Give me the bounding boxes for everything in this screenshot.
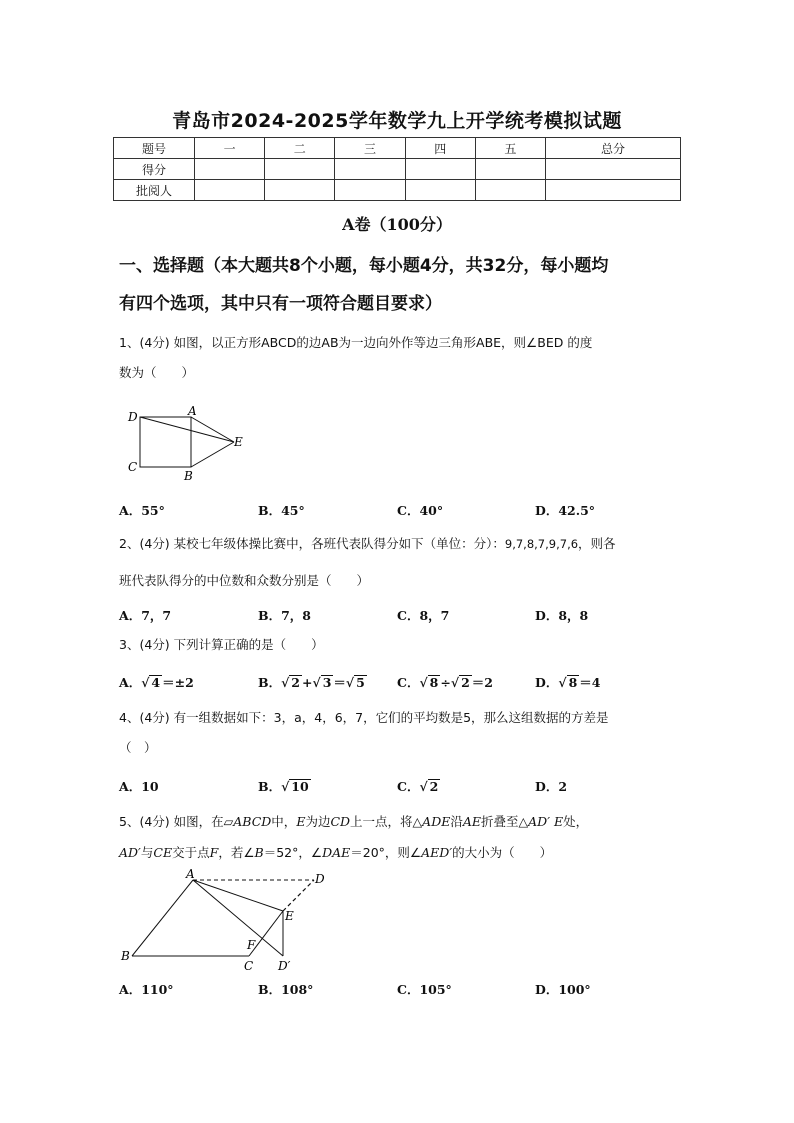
q1-figure xyxy=(120,400,260,485)
radical-sign: √ xyxy=(450,675,460,690)
table-cell: 题号 xyxy=(114,138,195,159)
line-ed-dashed xyxy=(283,880,314,911)
label-d-prime: D′ xyxy=(278,959,291,973)
table-cell xyxy=(405,159,475,180)
table-cell: 得分 xyxy=(114,159,195,180)
line-ab xyxy=(132,880,193,956)
paper-a-heading: A卷（100分） xyxy=(342,215,452,234)
label-b: B xyxy=(184,469,193,483)
q3-option-b: B．√ 2 +√ 3 ＝√ 5 xyxy=(258,675,365,690)
table-cell: 四 xyxy=(405,138,475,159)
radical-sign: √ xyxy=(141,675,150,690)
q2-text-b: ，则各 xyxy=(578,536,616,551)
q4-option-a: A．10 xyxy=(119,779,159,794)
q2-line1 xyxy=(119,529,694,559)
table-cell xyxy=(405,180,475,201)
table-cell: 二 xyxy=(265,138,335,159)
label-f: F xyxy=(247,938,256,952)
q1-option-a: A．55° xyxy=(119,503,165,518)
table-cell xyxy=(546,159,681,180)
radical-sign: √ xyxy=(419,675,428,690)
q2-option-c: C．8，7 xyxy=(397,608,450,623)
table-cell xyxy=(195,180,265,201)
page-title: 青岛市2024-2025学年数学九上开学统考模拟试题 xyxy=(172,110,622,132)
q2-option-d: D．8，8 xyxy=(535,608,589,623)
q5-option-b: B．108° xyxy=(258,982,314,997)
label-a: A xyxy=(188,404,197,418)
q1-option-d: D．42.5° xyxy=(535,503,596,518)
line-de xyxy=(140,417,234,442)
table-cell xyxy=(195,159,265,180)
table-cell xyxy=(335,159,405,180)
table-cell: 三 xyxy=(335,138,405,159)
q4-option-c: C．√ 2 xyxy=(397,779,439,794)
line-ad-prime xyxy=(193,880,283,956)
q5-option-d: D．100° xyxy=(535,982,591,997)
score-table-row xyxy=(114,180,681,201)
label-c: C xyxy=(244,959,254,973)
q2-option-b: B．7，8 xyxy=(258,608,311,623)
score-table-header-row xyxy=(114,138,681,159)
radical-sign: √ xyxy=(281,779,290,794)
q1-line1: 1、(4分) 如图，以正方形ABCD的边AB为一边向外作等边三角形ABE，则∠BED 的度 xyxy=(119,335,593,350)
q3-option-c: C．√ 8 ÷√ 2 ＝2 xyxy=(397,675,493,690)
label-c: C xyxy=(128,460,138,474)
label-d: D xyxy=(128,410,138,424)
score-table xyxy=(113,137,681,201)
radical-sign: √ xyxy=(419,779,428,794)
table-cell xyxy=(335,180,405,201)
table-cell xyxy=(546,180,681,201)
q1-option-b: B．45° xyxy=(258,503,305,518)
radical-sign: √ xyxy=(312,675,321,690)
table-cell xyxy=(475,159,545,180)
line-ae xyxy=(193,880,283,911)
q2-option-a: A．7，7 xyxy=(119,608,172,623)
q4-option-d: D．2 xyxy=(535,779,568,794)
radical-sign: √ xyxy=(281,675,290,690)
q3-option-d: D．√ 8 ＝4 xyxy=(535,675,601,690)
q5-option-a: A．110° xyxy=(119,982,174,997)
q5-option-c: C．105° xyxy=(397,982,452,997)
table-cell xyxy=(265,159,335,180)
q4-option-b: B．√ 10 xyxy=(258,779,309,794)
table-cell: 五 xyxy=(475,138,545,159)
q3-option-a: A．√ 4 ＝±2 xyxy=(119,675,194,690)
q1-option-c: C．40° xyxy=(397,503,444,518)
q4-line2: （ ） xyxy=(119,740,157,755)
q4-line1: 4、(4分) 有一组数据如下：3，a，4，6，7，它们的平均数是5，那么这组数据的方差是 xyxy=(119,710,609,725)
radical-sign: √ xyxy=(558,675,567,690)
radical-sign: √ xyxy=(345,675,355,690)
label-e: E xyxy=(285,909,294,923)
q5-line2: AD′与CE交于点F，若∠B＝52°，∠DAE＝20°，则∠AED′的大小为（ ） xyxy=(119,845,553,860)
table-cell xyxy=(265,180,335,201)
label-e: E xyxy=(234,435,243,449)
q5-figure xyxy=(118,866,343,976)
table-cell: 一 xyxy=(195,138,265,159)
q2-data: 9,7,8,7,9,7,6 xyxy=(504,537,579,551)
table-cell: 批阅人 xyxy=(114,180,195,201)
score-table-row xyxy=(114,159,681,180)
line-be xyxy=(191,442,234,467)
q2-text-a: 2、(4分) 某校七年级体操比赛中，各班代表队得分如下（单位：分）： xyxy=(119,536,505,551)
table-cell: 总分 xyxy=(546,138,681,159)
section-heading-line2: 有四个选项，其中只有一项符合题目要求） xyxy=(119,294,442,314)
section-heading-line1: 一、选择题（本大题共8个小题，每小题4分，共32分，每小题均 xyxy=(119,256,609,276)
q2-line2: 班代表队得分的中位数和众数分别是（ ） xyxy=(119,573,370,588)
label-b: B xyxy=(121,949,130,963)
line-ae xyxy=(191,417,234,442)
label-a: A xyxy=(186,867,195,881)
square-abcd xyxy=(140,417,191,467)
q5-line1: 5、(4分) 如图，在▱ABCD中，E为边CD上一点，将△ADE沿AE折叠至△AD′ E处， xyxy=(119,814,589,829)
label-d: D xyxy=(315,872,325,886)
table-cell xyxy=(475,180,545,201)
q3-line1: 3、(4分) 下列计算正确的是（ ） xyxy=(119,637,324,652)
q1-line2: 数为（ ） xyxy=(119,365,195,380)
